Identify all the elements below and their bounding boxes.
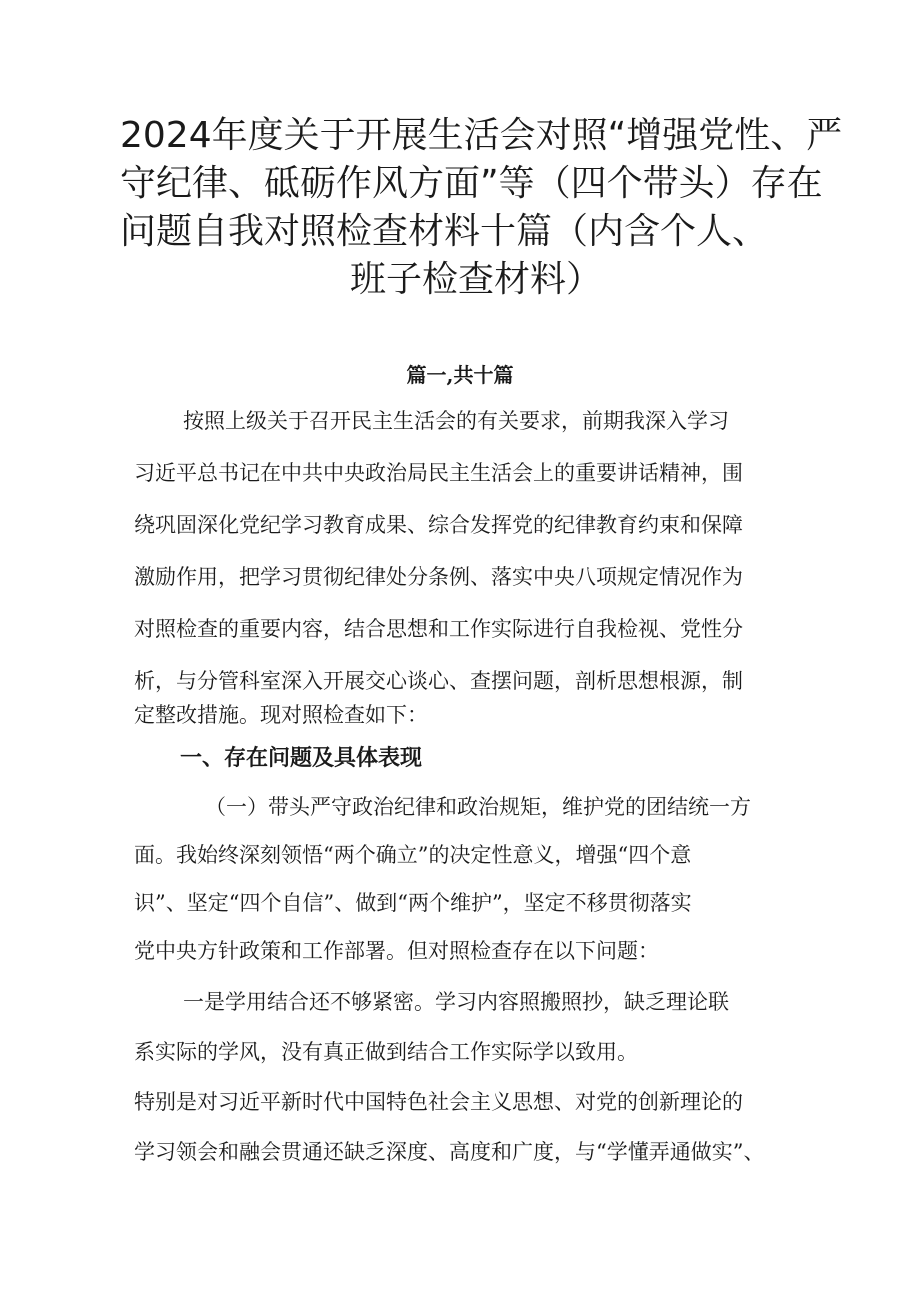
- intro-line: 绕巩固深化党纪学习教育成果、综合发挥党的纪律教育约束和保障: [134, 513, 743, 537]
- subsection-line: （一）带头严守政治纪律和政治规矩，维护党的团结统一方: [205, 795, 751, 819]
- problem-line: 学习领会和融会贯通还缺乏深度、高度和广度，与“学懂弄通做实”、: [134, 1140, 765, 1164]
- intro-line: 对照检查的重要内容，结合思想和工作实际进行自我检视、党性分: [134, 617, 743, 641]
- title-line: 2024年度关于开展生活会对照“增强党性、严: [120, 115, 843, 156]
- title-line: 班子检查材料）: [350, 259, 603, 300]
- title-line: 守纪律、砥砺作风方面”等（四个带头）存在: [120, 163, 823, 204]
- section-heading: 一、存在问题及具体表现: [180, 746, 423, 771]
- intro-line: 析，与分管科室深入开展交心谈心、查摆问题，剖析思想根源，制: [134, 669, 743, 693]
- problem-line: 系实际的学风，没有真正做到结合工作实际学以致用。: [134, 1040, 638, 1064]
- document-title: [120, 112, 843, 304]
- intro-line: 习近平总书记在中共中央政治局民主生活会上的重要讲话精神，围: [134, 461, 743, 485]
- intro-line: 按照上级关于召开民主生活会的有关要求，前期我深入学习: [183, 409, 729, 433]
- subsection-line: 党中央方针政策和工作部署。但对照检查存在以下问题：: [134, 939, 659, 963]
- subsection-line: 面。我始终深刻领悟“两个确立”的决定性意义，增强“四个意: [134, 843, 692, 867]
- subsection-line: 识”、坚定“四个自信”、做到“两个维护”，坚定不移贯彻落实: [134, 891, 692, 915]
- title-line: 问题自我对照检查材料十篇（内含个人、: [120, 211, 769, 252]
- article-number: 篇一,共十篇: [406, 363, 514, 387]
- intro-line: 定整改措施。现对照检查如下：: [134, 703, 428, 727]
- problem-line: 一是学用结合还不够紧密。学习内容照搬照抄，缺乏理论联: [183, 990, 729, 1014]
- problem-line: 特别是对习近平新时代中国特色社会主义思想、对党的创新理论的: [134, 1090, 743, 1114]
- intro-line: 激励作用，把学习贯彻纪律处分条例、落实中央八项规定情况作为: [134, 565, 743, 589]
